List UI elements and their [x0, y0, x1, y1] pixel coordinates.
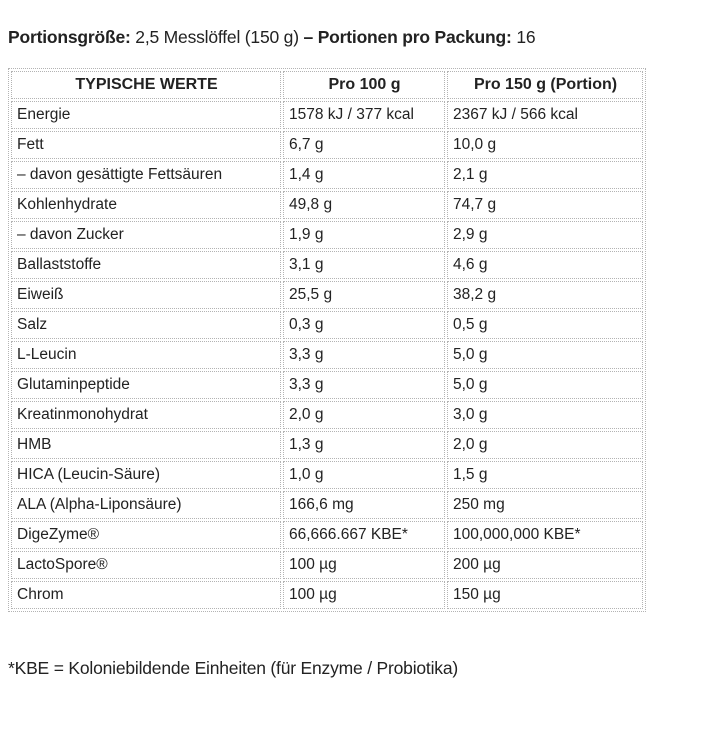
- per-150g-value-cell: 5,0 g: [447, 371, 643, 399]
- per-100g-value-cell: 1578 kJ / 377 kcal: [283, 101, 445, 129]
- column-header-pro-100g: Pro 100 g: [283, 71, 445, 99]
- serving-size-value: 2,5 Messlöffel (150 g): [130, 27, 304, 47]
- per-150g-value-cell: 0,5 g: [447, 311, 643, 339]
- per-150g-value-cell: 1,5 g: [447, 461, 643, 489]
- nutrient-name-cell: ALA (Alpha-Liponsäure): [11, 491, 281, 519]
- per-150g-value-cell: 100,000,000 KBE*: [447, 521, 643, 549]
- nutrition-table: [8, 68, 646, 612]
- table-row: [11, 101, 643, 129]
- per-100g-value-cell: 1,3 g: [283, 431, 445, 459]
- table-row: [11, 251, 643, 279]
- nutrition-table-header-row: [11, 71, 643, 99]
- per-100g-value-cell: 1,4 g: [283, 161, 445, 189]
- per-150g-value-cell: 74,7 g: [447, 191, 643, 219]
- serving-size-line: [8, 26, 720, 48]
- column-header-pro-150g: Pro 150 g (Portion): [447, 71, 643, 99]
- nutrient-name-cell: – davon gesättigte Fettsäuren: [11, 161, 281, 189]
- per-100g-value-cell: 100 µg: [283, 581, 445, 609]
- per-100g-value-cell: 166,6 mg: [283, 491, 445, 519]
- table-row: [11, 401, 643, 429]
- nutrient-name-cell: Ballaststoffe: [11, 251, 281, 279]
- per-100g-value-cell: 66,666.667 KBE*: [283, 521, 445, 549]
- table-row: [11, 521, 643, 549]
- table-row: [11, 161, 643, 189]
- table-row: [11, 221, 643, 249]
- per-100g-value-cell: 3,3 g: [283, 341, 445, 369]
- servings-per-pack-label: – Portionen pro Packung:: [303, 27, 512, 47]
- per-150g-value-cell: 5,0 g: [447, 341, 643, 369]
- nutrient-name-cell: L-Leucin: [11, 341, 281, 369]
- table-row: [11, 491, 643, 519]
- nutrition-table-body: [11, 101, 643, 609]
- per-100g-value-cell: 6,7 g: [283, 131, 445, 159]
- nutrient-name-cell: Eiweiß: [11, 281, 281, 309]
- per-150g-value-cell: 200 µg: [447, 551, 643, 579]
- table-row: [11, 281, 643, 309]
- per-100g-value-cell: 2,0 g: [283, 401, 445, 429]
- nutrient-name-cell: Fett: [11, 131, 281, 159]
- per-150g-value-cell: 4,6 g: [447, 251, 643, 279]
- serving-size-label: Portionsgröße:: [8, 27, 131, 47]
- kbe-footnote: *KBE = Koloniebildende Einheiten (für Enzyme / Probiotika): [8, 658, 458, 678]
- per-100g-value-cell: 3,3 g: [283, 371, 445, 399]
- nutrient-name-cell: HICA (Leucin-Säure): [11, 461, 281, 489]
- nutrient-name-cell: Glutaminpeptide: [11, 371, 281, 399]
- per-100g-value-cell: 0,3 g: [283, 311, 445, 339]
- nutrient-name-cell: Kreatinmonohydrat: [11, 401, 281, 429]
- nutrient-name-cell: Chrom: [11, 581, 281, 609]
- nutrient-name-cell: Salz: [11, 311, 281, 339]
- table-row: [11, 311, 643, 339]
- table-row: [11, 581, 643, 609]
- table-row: [11, 551, 643, 579]
- table-row: [11, 461, 643, 489]
- per-150g-value-cell: 2,0 g: [447, 431, 643, 459]
- per-150g-value-cell: 10,0 g: [447, 131, 643, 159]
- per-150g-value-cell: 250 mg: [447, 491, 643, 519]
- table-row: [11, 341, 643, 369]
- nutrient-name-cell: LactoSpore®: [11, 551, 281, 579]
- nutrient-name-cell: Energie: [11, 101, 281, 129]
- nutrient-name-cell: HMB: [11, 431, 281, 459]
- per-100g-value-cell: 1,0 g: [283, 461, 445, 489]
- table-row: [11, 371, 643, 399]
- table-row: [11, 191, 643, 219]
- per-150g-value-cell: 3,0 g: [447, 401, 643, 429]
- servings-per-pack-value: 16: [511, 27, 536, 47]
- per-150g-value-cell: 2367 kJ / 566 kcal: [447, 101, 643, 129]
- nutrient-name-cell: – davon Zucker: [11, 221, 281, 249]
- per-100g-value-cell: 3,1 g: [283, 251, 445, 279]
- per-150g-value-cell: 38,2 g: [447, 281, 643, 309]
- per-100g-value-cell: 1,9 g: [283, 221, 445, 249]
- per-150g-value-cell: 2,9 g: [447, 221, 643, 249]
- per-150g-value-cell: 2,1 g: [447, 161, 643, 189]
- table-row: [11, 131, 643, 159]
- nutrient-name-cell: Kohlenhydrate: [11, 191, 281, 219]
- per-100g-value-cell: 49,8 g: [283, 191, 445, 219]
- nutrient-name-cell: DigeZyme®: [11, 521, 281, 549]
- per-150g-value-cell: 150 µg: [447, 581, 643, 609]
- column-header-typische-werte: TYPISCHE WERTE: [11, 71, 281, 99]
- per-100g-value-cell: 25,5 g: [283, 281, 445, 309]
- table-row: [11, 431, 643, 459]
- per-100g-value-cell: 100 µg: [283, 551, 445, 579]
